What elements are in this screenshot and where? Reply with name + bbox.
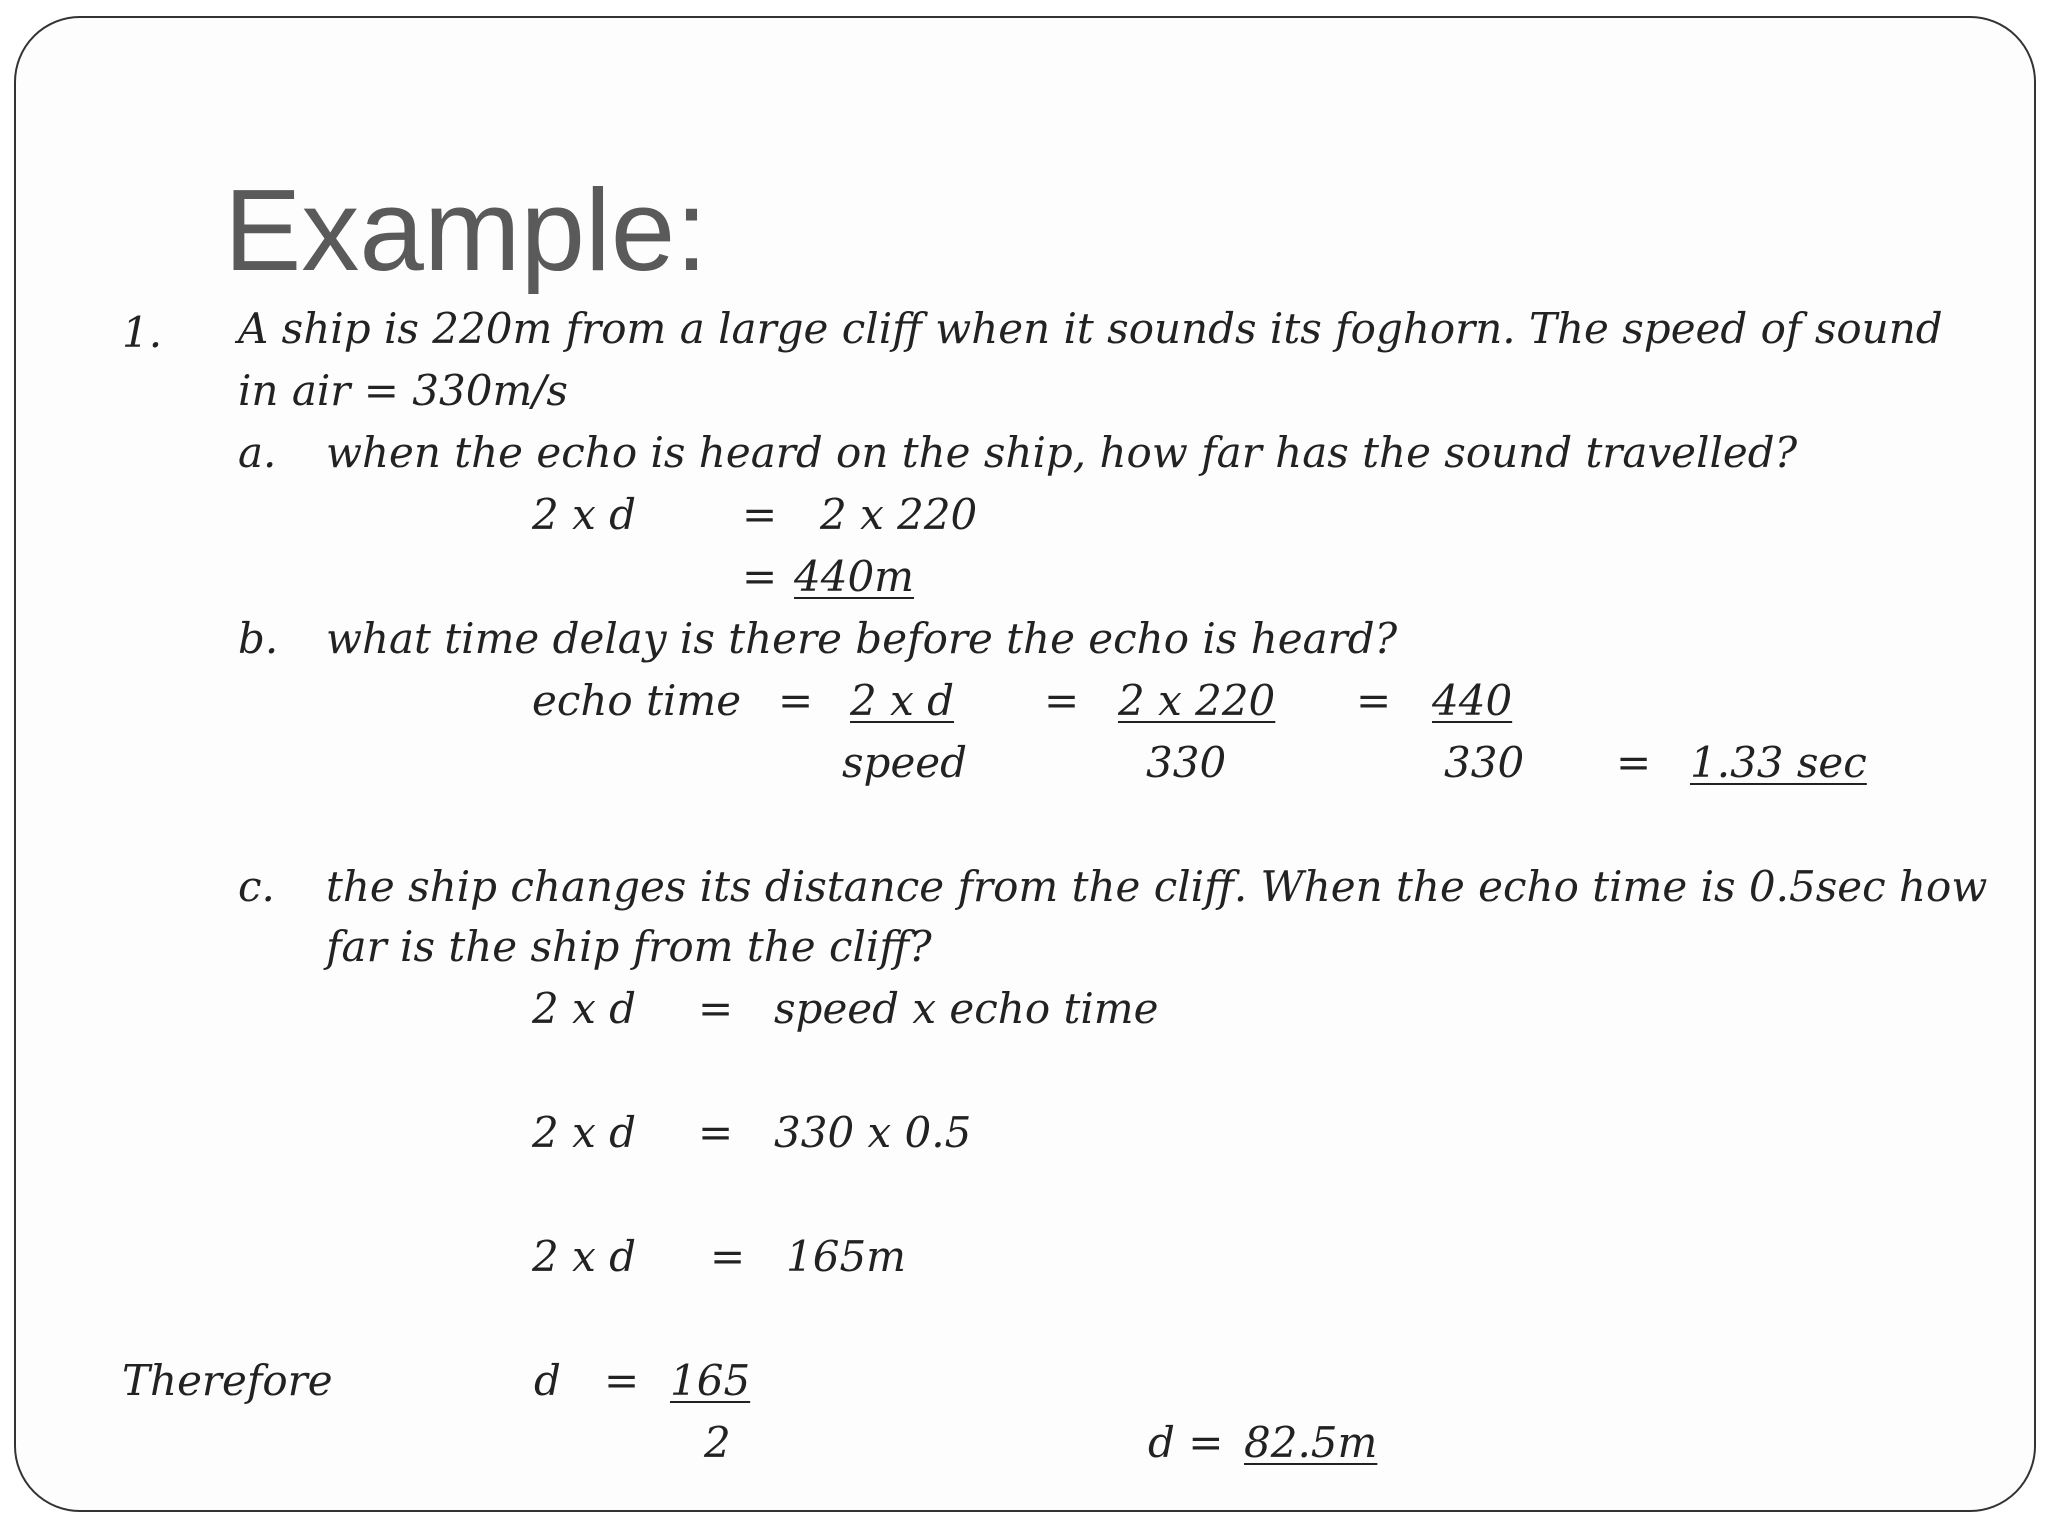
- part-b-question: what time delay is there before the echo is heard?: [326, 614, 1398, 663]
- part-b-label: b.: [238, 614, 279, 663]
- part-b-equals-4: =: [1616, 738, 1652, 787]
- part-c-step-1-lhs: 2 x d: [532, 984, 636, 1033]
- part-c-step-2-rhs: 330 x 0.5: [774, 1108, 972, 1157]
- part-c-step-1-equals: =: [698, 984, 734, 1033]
- conclusion-fraction-numerator: 165: [670, 1356, 751, 1405]
- conclusion-label: Therefore: [122, 1356, 333, 1405]
- conclusion-equals: =: [604, 1356, 640, 1405]
- final-result: 82.5m: [1244, 1418, 1378, 1467]
- part-b-fraction-3-denominator: 330: [1444, 738, 1525, 787]
- part-b-equals-3: =: [1356, 676, 1392, 725]
- part-c-step-3-lhs: 2 x d: [532, 1232, 636, 1281]
- part-c-question-line-1: the ship changes its distance from the cliff. When the echo time is 0.5sec how: [326, 862, 1988, 911]
- part-b-fraction-1-numerator: 2 x d: [850, 676, 954, 725]
- question-line-1: A ship is 220m from a large cliff when it sounds its foghorn. The speed of sound: [238, 304, 1943, 353]
- part-c-step-3-rhs: 165m: [786, 1232, 906, 1281]
- part-c-step-2-equals: =: [698, 1108, 734, 1157]
- part-a-label: a.: [238, 428, 277, 477]
- part-c-step-3-equals: =: [710, 1232, 746, 1281]
- part-a-rhs: 2 x 220: [820, 490, 978, 539]
- part-b-equals-1: =: [778, 676, 814, 725]
- part-a-result: 440m: [794, 552, 914, 601]
- conclusion-fraction-denominator: 2: [704, 1418, 731, 1467]
- conclusion-lhs: d: [534, 1356, 561, 1405]
- part-b-fraction-2-denominator: 330: [1146, 738, 1227, 787]
- part-c-step-2-lhs: 2 x d: [532, 1108, 636, 1157]
- part-b-fraction-1-denominator: speed: [842, 738, 968, 787]
- part-a-lhs: 2 x d: [532, 490, 636, 539]
- slide-title: Example:: [224, 165, 708, 295]
- part-b-fraction-3-numerator: 440: [1432, 676, 1513, 725]
- final-lhs: d =: [1148, 1418, 1224, 1467]
- part-b-lhs: echo time: [532, 676, 742, 725]
- question-number: 1.: [122, 308, 163, 357]
- part-c-question-line-2: far is the ship from the cliff?: [326, 922, 932, 971]
- part-c-label: c.: [238, 862, 275, 911]
- part-a-equals-2: =: [742, 552, 778, 601]
- part-b-equals-2: =: [1044, 676, 1080, 725]
- part-c-step-1-rhs: speed x echo time: [774, 984, 1159, 1033]
- part-a-equals-1: =: [742, 490, 778, 539]
- part-b-result: 1.33 sec: [1690, 738, 1867, 787]
- part-b-fraction-2-numerator: 2 x 220: [1118, 676, 1276, 725]
- question-line-2: in air = 330m/s: [238, 366, 568, 415]
- part-a-question: when the echo is heard on the ship, how far has the sound travelled?: [326, 428, 1798, 477]
